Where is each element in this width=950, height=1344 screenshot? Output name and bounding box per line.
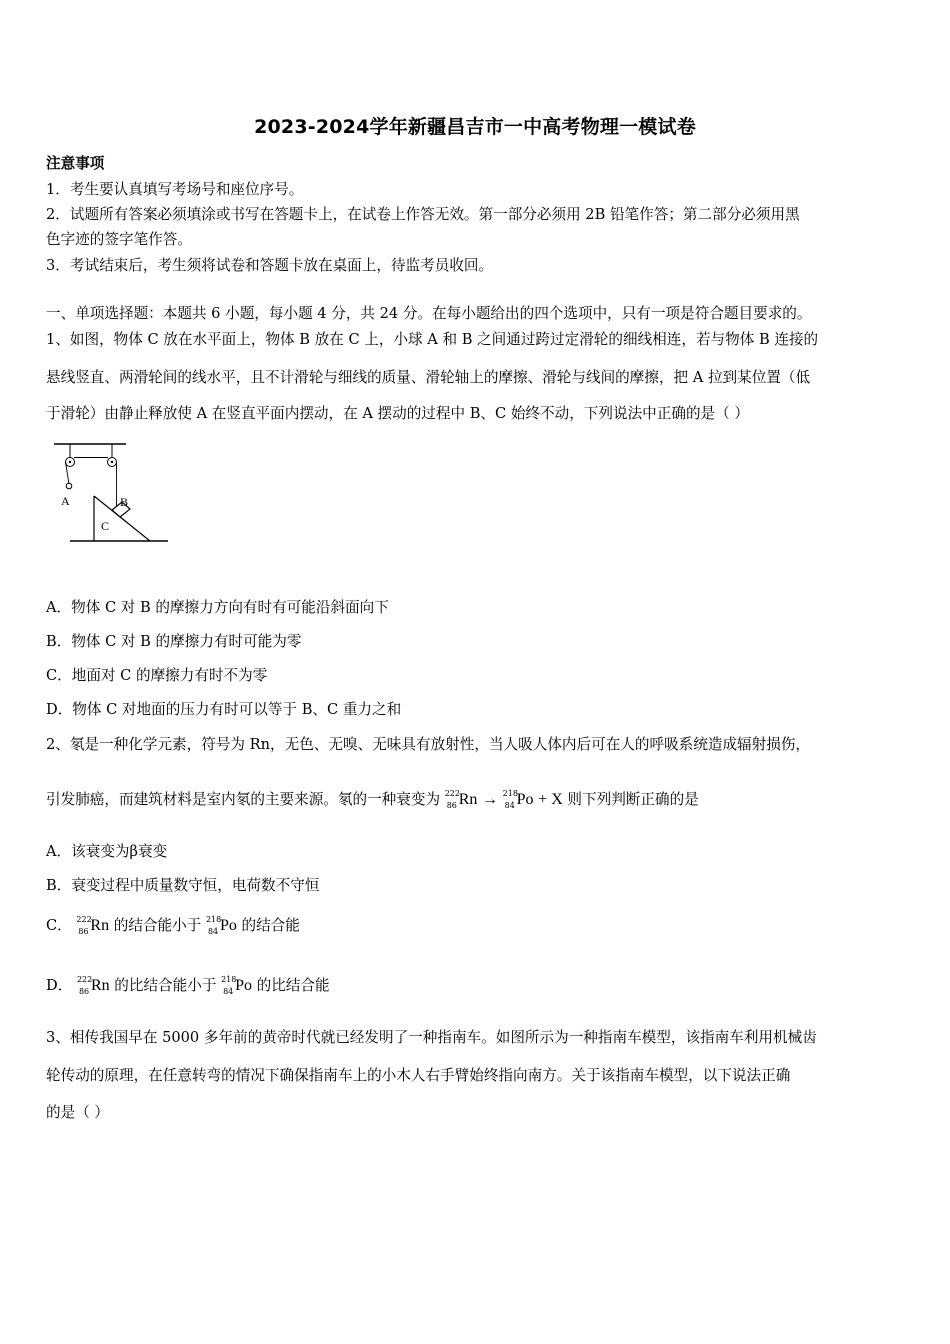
question-3-text: 轮传动的原理，在任意转弯的情况下确保指南车上的小木人右手臂始终指向南方。关于该指南车模型，以下说法正确 <box>46 1067 791 1084</box>
notice-item: 2．试题所有答案必须填涂或书写在答题卡上，在试卷上作答无效。第一部分必须用 2B 铅笔作答；第二部分必须用黑 <box>46 206 800 223</box>
option-c: C．地面对 C 的摩擦力有时不为零 <box>46 667 268 684</box>
option-d: D． 222 86 Rn 的比结合能小于 218 84 Po 的比结合能 <box>46 975 330 996</box>
notice-item: 1．考生要认真填写考场号和座位序号。 <box>46 181 304 198</box>
notice-item: 色字迹的签字笔作答。 <box>46 231 192 248</box>
question-1-text: 1、如图，物体 C 放在水平面上，物体 B 放在 C 上，小球 A 和 B 之间通过跨过定滑轮的细线相连，若与物体 B 连接的 <box>46 331 819 348</box>
option-a: A．物体 C 对 B 的摩擦力方向有时有可能沿斜面向下 <box>46 599 389 616</box>
label-c: C <box>101 519 110 533</box>
notice-item: 3．考试结束后，考生须将试卷和答题卡放在桌面上，待监考员收回。 <box>46 257 494 274</box>
radon-nuclide: 222 86 Rn <box>444 789 478 810</box>
plus-x: + X <box>538 791 563 808</box>
question-2-text: 2、氡是一种化学元素，符号为 Rn，无色、无嗅、无味具有放射性，当人吸人体内后可在人的呼吸系统造成辐射损伤， <box>46 736 811 753</box>
question-2-text: 则下列判断正确的是 <box>567 791 699 808</box>
page-title: 2023-2024学年新疆昌吉市一中高考物理一模试卷 <box>254 116 696 138</box>
notice-heading: 注意事项 <box>46 155 105 172</box>
pulley-incline-figure <box>52 440 172 550</box>
question-3-text: 的是（ ） <box>46 1104 110 1121</box>
option-a: A．该衰变为β衰变 <box>46 843 168 860</box>
arrow-symbol: → <box>482 791 498 808</box>
question-3-text: 3、相传我国早在 5000 多年前的黄帝时代就已经发明了一种指南车。如图所示为一种指南车模型，该指南车利用机械齿 <box>46 1029 817 1046</box>
label-b: B <box>120 495 129 509</box>
question-1-text: 悬线竖直、两滑轮间的线水平，且不计滑轮与细线的质量、滑轮轴上的摩擦、滑轮与线间的摩擦，把 A 拉到某位置（低 <box>46 369 811 386</box>
polonium-nuclide: 218 84 Po <box>221 975 252 996</box>
polonium-nuclide: 218 84 Po <box>205 915 237 936</box>
option-c: C． 222 86 Rn 的结合能小于 218 84 Po 的结合能 <box>46 915 300 936</box>
question-1-text: 于滑轮）由静止释放使 A 在竖直平面内摆动，在 A 摆动的过程中 B、C 始终不动，下列说法中正确的是（ ） <box>46 405 749 422</box>
option-d: D．物体 C 对地面的压力有时可以等于 B、C 重力之和 <box>46 701 402 718</box>
radon-nuclide: 222 86 Rn <box>76 975 110 996</box>
polonium-nuclide: 218 84 Po <box>502 789 534 810</box>
option-b: B．衰变过程中质量数守恒，电荷数不守恒 <box>46 877 320 894</box>
question-2-equation-line <box>46 788 699 809</box>
section-heading: 一、单项选择题：本题共 6 小题，每小题 4 分，共 24 分。在每小题给出的四个选项中，只有一项是符合题目要求的。 <box>46 305 812 322</box>
option-b: B．物体 C 对 B 的摩擦力有时可能为零 <box>46 633 302 650</box>
question-2-text: 引发肺癌，而建筑材料是室内氡的主要来源。氡的一种衰变为 <box>46 791 441 808</box>
label-a: A <box>61 494 70 508</box>
radon-nuclide: 222 86 Rn <box>76 915 110 936</box>
